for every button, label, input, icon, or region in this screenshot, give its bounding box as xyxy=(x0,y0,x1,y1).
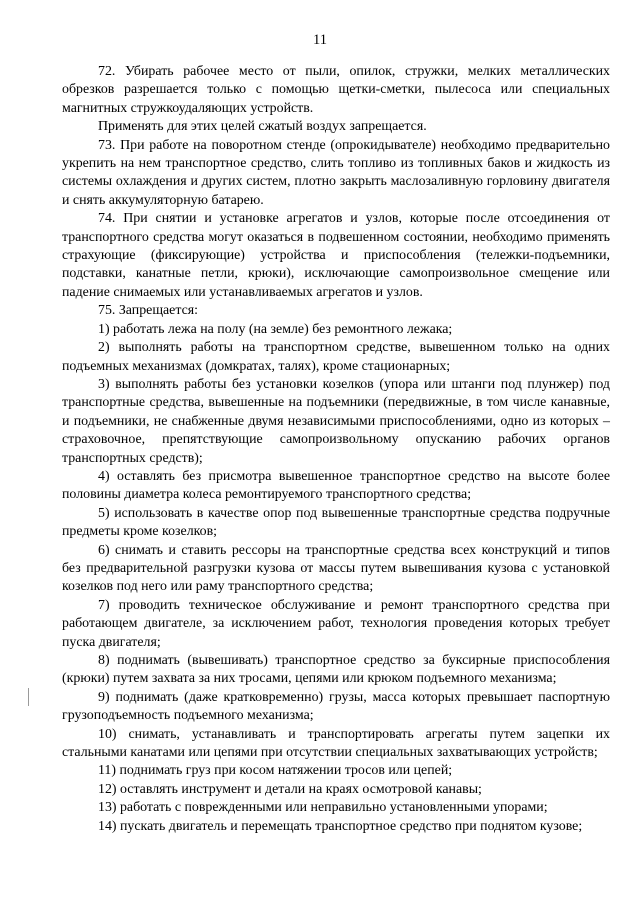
list-item-4: 4) оставлять без присмотра вывешенное транспортное средство на высоте более половины диаметра колеса ремонтируемого транспортного средства; xyxy=(62,468,610,503)
list-item-1: 1) работать лежа на полу (на земле) без ремонтного лежака; xyxy=(98,321,453,337)
document-body xyxy=(62,63,610,836)
scan-margin-mark xyxy=(28,688,29,706)
list-item-8: 8) поднимать (вывешивать) транспортное средство за буксирные приспособления (крюки) путем захвата за них тросами, цепями или крюком подъемного механизма; xyxy=(62,653,610,687)
list-item-2: 2) выполнять работы на транспортном средстве, вывешенном только на одних подъемных механизмах (домкратах, талях), кроме стационарных; xyxy=(62,340,610,374)
list-item-13: 13) работать с поврежденными или неправильно установленными упорами; xyxy=(98,800,548,816)
paragraph-72: 72. Убирать рабочее место от пыли, опилок, стружки, мелких металлических обрезков разрешается только с помощью щетки-сметки, пылесоса или специальных магнитных стружкоудаляющих устройств. xyxy=(62,64,610,116)
page-number: 11 xyxy=(313,32,327,48)
list-item-14: 14) пускать двигатель и перемещать транспортное средство при поднятом кузове; xyxy=(98,818,583,834)
list-item-10: 10) снимать, устанавливать и транспортировать агрегаты путем зацепки их стальными канатами или цепями при отсутствии специальных захватывающих устройств; xyxy=(62,726,610,761)
list-item-7: 7) проводить техническое обслуживание и ремонт транспортного средства при работающем двигателе, за исключением работ, технология проведения которых требует пуска двигателя; xyxy=(62,597,610,650)
list-item-11: 11) поднимать груз при косом натяжении тросов или цепей; xyxy=(98,763,453,779)
list-item-12: 12) оставлять инструмент и детали на краях осмотровой канавы; xyxy=(98,781,482,797)
list-item-5: 5) использовать в качестве опор под вывешенные транспортные средства подручные предметы кроме козелков; xyxy=(62,505,610,540)
paragraph-74: 74. При снятии и установке агрегатов и узлов, которые после отсоединения от транспортного средства могут оказаться в подвешенном состоянии, необходимо применять страхующие (фиксирующие) устройства и приспособления (тележки-подъемники, подставки, канатные петли, крюки), исключающие самопроизвольное смещение или падение снимаемых или устанавливаемых агрегатов и узлов. xyxy=(62,211,610,300)
list-item-3: 3) выполнять работы без установки козелков (упора или штанги под плунжер) под транспортные средства, вывешенные на подъемники (передвижные, в том числе канавные, и подъемники, не снабженные двумя независимыми приспособлениями, одно из которых – страховочное, препятствующие самопроизвольному опусканию рабочих органов транспортных средств); xyxy=(62,376,610,466)
list-item-9: 9) поднимать (даже кратковременно) грузы, масса которых превышает паспортную грузоподъемность подъемного механизма; xyxy=(62,689,610,724)
paragraph-75: 75. Запрещается: xyxy=(98,303,199,319)
paragraph-72-note: Применять для этих целей сжатый воздух запрещается. xyxy=(98,119,427,135)
paragraph-73: 73. При работе на поворотном стенде (опрокидывателе) необходимо предварительно укрепить на нем транспортное средство, слить топливо из топливных баков и жидкость из системы охлаждения и других систем, плотно закрыть маслозаливную горловину двигателя и снять аккумуляторную батарею. xyxy=(62,137,610,208)
list-item-6: 6) снимать и ставить рессоры на транспортные средства всех конструкций и типов без предварительной разгрузки кузова от массы путем вывешивания кузова с установкой козелков под него или раму транспортного средства; xyxy=(62,542,610,595)
